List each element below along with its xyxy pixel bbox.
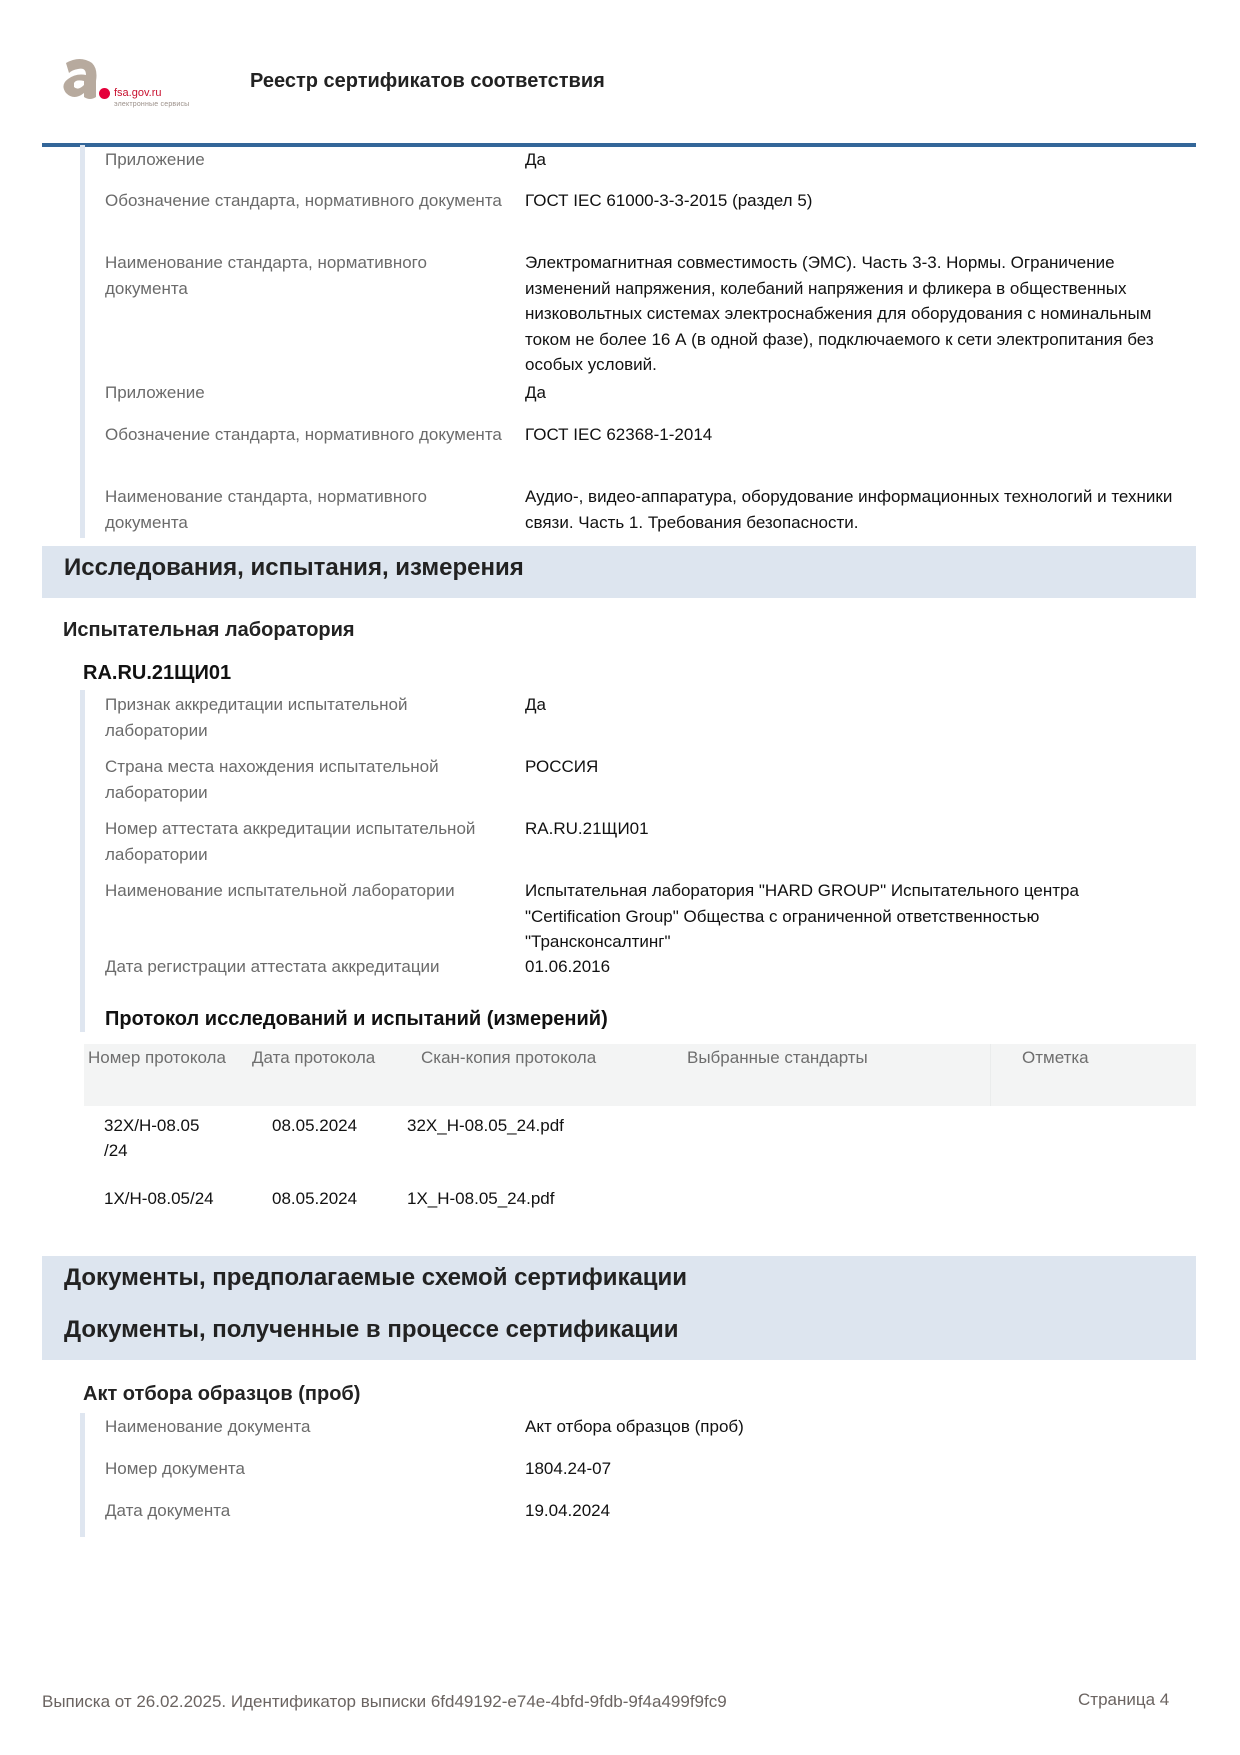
field-value: Да (525, 383, 546, 402)
section-title-received: Документы, полученные в процессе сертификации (64, 1316, 679, 1343)
kv-row (85, 692, 1175, 743)
act-heading: Акт отбора образцов (проб) (83, 1383, 361, 1405)
kv-row (85, 250, 1175, 378)
protocol-scan-file[interactable]: 1Х_Н-08.05_24.pdf (407, 1189, 555, 1208)
protocol-number: 1Х/Н-08.05/24 (104, 1189, 214, 1208)
kv-row (85, 422, 1175, 448)
field-label: Страна места нахождения испытательной лаборатории (105, 757, 439, 802)
kv-row (85, 147, 1175, 173)
protocol-heading: Протокол исследований и испытаний (измерений) (105, 1008, 608, 1030)
field-label: Номер аттестата аккредитации испытательной лаборатории (105, 819, 476, 864)
section-title-scheme: Документы, предполагаемые схемой сертификации (64, 1264, 688, 1291)
column-header-standards: Выбранные стандарты (687, 1048, 868, 1067)
field-value: Испытательная лаборатория "HARD GROUP" Испытательного центра "Certification Group" Общества с ограниченной ответственностью "Трансконсалтинг" (525, 881, 1079, 951)
kv-row (85, 878, 1165, 955)
lab-details (80, 690, 1201, 1032)
field-label: Дата регистрации аттестата аккредитации (105, 957, 440, 976)
kv-row (85, 1414, 1175, 1440)
column-header-date: Дата протокола (252, 1048, 376, 1067)
logo-red-dot (99, 88, 110, 99)
protocol-table-header (84, 1044, 1196, 1106)
protocol-number-continued: /24 (104, 1141, 128, 1160)
field-label: Наименование испытательной лаборатории (105, 881, 455, 900)
field-label: Наименование стандарта, нормативного документа (105, 487, 427, 532)
registry-title: Реестр сертификатов соответствия (250, 70, 605, 92)
field-label: Номер документа (105, 1459, 245, 1478)
section-title: Исследования, испытания, измерения (64, 554, 524, 581)
kv-row (85, 816, 1175, 867)
field-value: RA.RU.21ЩИ01 (525, 819, 649, 838)
field-label: Приложение (105, 383, 205, 402)
field-label: Наименование стандарта, нормативного документа (105, 253, 427, 298)
field-value: ГОСТ IEC 62368-1-2014 (525, 425, 713, 444)
field-value: РОССИЯ (525, 757, 599, 776)
column-header-number: Номер протокола (88, 1048, 226, 1067)
field-value: Электромагнитная совместимость (ЭМС). Часть 3-3. Нормы. Ограничение изменений напряжения, колебаний напряжения и фликера в общественных низковольтных системах электроснабжения для оборудования с номинальным током не более 16 А (в одной фазе), подключаемого к сети электропитания без особых условий. (525, 253, 1154, 374)
fsa-logo (58, 55, 208, 115)
field-label: Признак аккредитации испытательной лаборатории (105, 695, 408, 740)
column-header-scan: Скан-копия протокола (421, 1048, 597, 1067)
field-value: Да (525, 150, 546, 169)
logo-domain: fsa.gov.ru (114, 87, 162, 99)
field-value: 19.04.2024 (525, 1501, 611, 1520)
field-value: Акт отбора образцов (проб) (525, 1417, 744, 1436)
page-number: Страница 4 (1078, 1690, 1170, 1709)
standards-block (80, 145, 1201, 538)
extract-info: Выписка от 26.02.2025. Идентификатор выписки 6fd49192-e74e-4bfd-9fdb-9f4a499f9fc9 (42, 1692, 727, 1711)
protocol-date: 08.05.2024 (272, 1116, 358, 1135)
kv-row (85, 754, 1175, 805)
kv-row (85, 188, 1175, 214)
section-documents (42, 1256, 1196, 1360)
kv-row (85, 954, 1175, 980)
protocol-date: 08.05.2024 (272, 1189, 358, 1208)
field-label: Дата документа (105, 1501, 231, 1520)
kv-row (85, 1456, 1175, 1482)
section-research (42, 546, 1196, 598)
protocol-number: 32Х/Н-08.05 (104, 1116, 200, 1135)
lab-id-heading: RA.RU.21ЩИ01 (83, 662, 232, 684)
field-label: Приложение (105, 150, 205, 169)
field-value: 01.06.2016 (525, 957, 611, 976)
page-header (0, 0, 1240, 150)
column-header-mark: Отметка (1022, 1048, 1089, 1067)
field-value: 1804.24-07 (525, 1459, 612, 1478)
field-value: ГОСТ IEC 61000-3-3-2015 (раздел 5) (525, 191, 813, 210)
lab-heading: Испытательная лаборатория (63, 619, 355, 641)
kv-row (85, 380, 1175, 406)
field-label: Обозначение стандарта, нормативного документа (105, 425, 502, 444)
column-divider (990, 1044, 991, 1106)
field-value: Аудио-, видео-аппаратура, оборудование информационных технологий и техники связи. Часть 1. Требования безопасности. (525, 487, 1173, 532)
field-value: Да (525, 695, 546, 714)
field-label: Наименование документа (105, 1417, 311, 1436)
fsa-logo-icon (60, 57, 100, 101)
logo-subtitle: электронные сервисы (114, 101, 190, 108)
kv-row (85, 484, 1185, 535)
kv-row (85, 1498, 1175, 1524)
field-label: Обозначение стандарта, нормативного документа (105, 191, 502, 210)
act-details (80, 1413, 1201, 1537)
protocol-scan-file[interactable]: 32Х_Н-08.05_24.pdf (407, 1116, 564, 1135)
